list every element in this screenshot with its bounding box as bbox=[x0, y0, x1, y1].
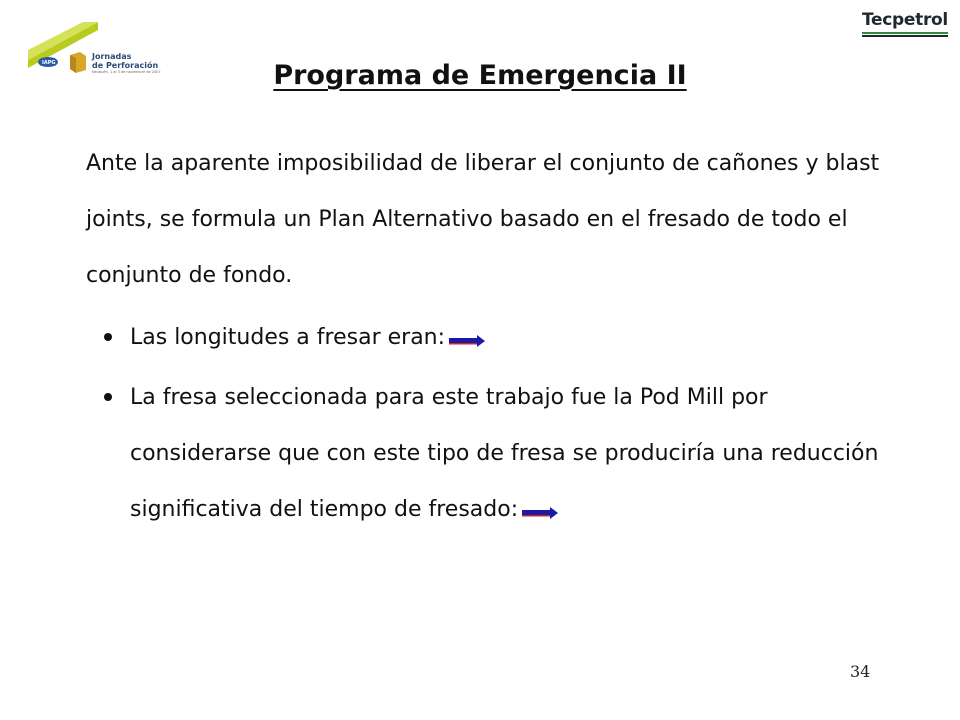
bullet-text: La fresa seleccionada para este trabajo fue la Pod Mill por considerarse que con este tipo de fresa se produciría una reducción significativa del tiempo de fresado: bbox=[130, 385, 879, 522]
svg-text:IAPG: IAPG bbox=[42, 60, 56, 66]
intro-paragraph: Ante la aparente imposibilidad de liberar el conjunto de cañones y blast joints, se formula un Plan Alternativo basado en el fresado de todo el conjunto de fondo. bbox=[86, 151, 880, 288]
bullet-icon bbox=[104, 393, 112, 401]
bullet-item-mill bbox=[130, 370, 910, 538]
bullet-icon bbox=[104, 333, 112, 341]
arrow-right-icon[interactable] bbox=[522, 506, 558, 520]
event-title: Jornadas de Perforación bbox=[92, 52, 159, 70]
event-subtitle: Neuquén, 1 al 3 de noviembre de 2007 bbox=[92, 70, 161, 74]
bullet-item-lengths bbox=[130, 310, 910, 366]
brand-name: Tecpetrol bbox=[862, 10, 948, 30]
page-number: 34 bbox=[850, 662, 871, 681]
brand-logo bbox=[862, 10, 948, 40]
brand-stripes-icon bbox=[862, 32, 948, 40]
bullet-text: Las longitudes a fresar eran: bbox=[130, 325, 446, 350]
page-title: Programa de Emergencia II bbox=[273, 60, 687, 91]
arrow-right-icon[interactable] bbox=[449, 334, 485, 348]
